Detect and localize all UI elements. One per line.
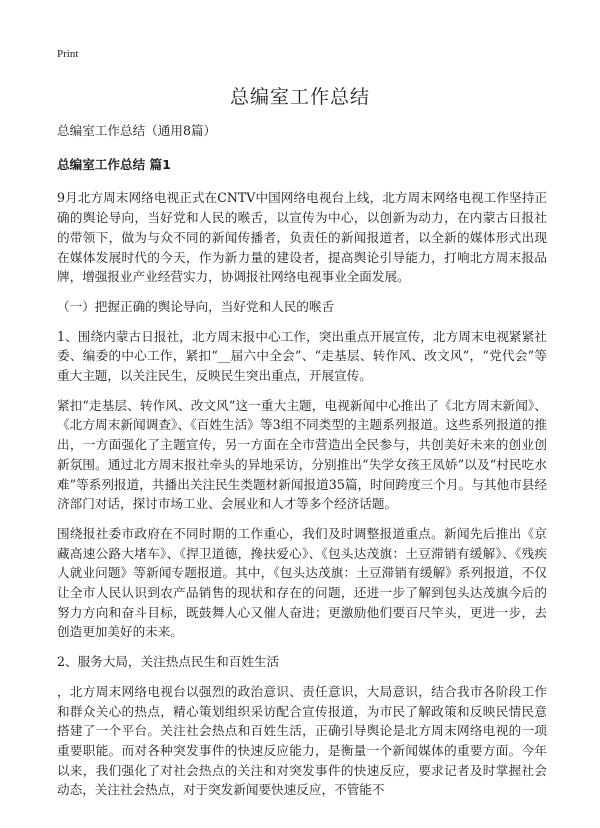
paragraph-3: 围绕报社委市政府在不同时期的工作重心，我们及时调整报道重点。新闻先后推出《京藏高速公路大堵车》、《捍卫道德，搀扶爱心》、《包头达茂旗：土豆滞销有缓解》、《残疾人就业问题》等新闻专题报道。其中，《包头达茂旗：土豆滞销有缓解》系列报道，不仅让全市人民认识到农产品销售的现状和存在的问题，还进一步了解到包头达茂旗今后的努力方向和奋斗目标，既鼓舞人心又催人奋进；更激励他们要百尺竿头，更进一步，去创造更加美好的未来。: [57, 525, 547, 640]
document-title: 总编室工作总结: [229, 86, 370, 108]
paragraph-1: 1、围绕内蒙古日报社，北方周末报中心工作，突出重点开展宣传，北方周末电视紧紧社委、编委的中心工作，紧扣“__届六中全会”、“走基层、转作风、改文风”，“党代会”等重大主题，以关注民生，反映民生突出重点，开展宣传。: [57, 328, 547, 384]
paragraph-intro: 9月北方周末网络电视正式在CNTV中国网络电视台上线，北方周末网络电视工作坚持正确的舆论导向，当好党和人民的喉舌，以宣传为中心，以创新为动力，在内蒙古日报社的带领下，做为与众不同的新闻传播者，负责任的新闻报道者，以全新的媒体形式出现在媒体发展时代的今天，作为新力量的建设者，提高舆论引导能力，打响北方周末报品牌，增强报业产业经营实力，协调报社网络电视事业全面发展。: [57, 190, 547, 285]
paragraph-4: ，北方周末网络电视台以强烈的政治意识、责任意识，大局意识，结合我市各阶段工作和群众关心的热点，精心策划组织采访配合宣传报道，为市民了解政策和反映民情民意搭建了一个平台。关注社会热点和百姓生活，正确引导舆论是北方周末网络电视的一项重要职能。而对各种突发事件的快速反应能力，是衡量一个新闻媒体的重要方面。今年以来，我们强化了对社会热点的关注和对突发事件的快速反应，要求记者及时掌握社会动态，关注社会热点，对于突发新闻要快速反应，不管能不: [57, 683, 547, 798]
subsection-heading-1: （一）把握正确的舆论导向，当好党和人民的喉舌: [57, 298, 335, 314]
section-heading: 总编室工作总结 篇1: [57, 156, 171, 172]
subsection-heading-2: 2、服务大局，关注热点民生和百姓生活: [57, 654, 280, 670]
document-body: [57, 121, 547, 810]
paragraph-2: 紧扣“走基层、转作风、改文风”这一重大主题，电视新闻中心推出了《北方周末新闻》、《北方周末新闻调查》、《百姓生活》等3组不同类型的主题系列报道。这些系列报道的推出，一方面强化了主题宣传，另一方面在全市营造出全民参与，共创美好未来的创业创新氛围。通过北方周末报社牵头的异地采访，分别推出“失学女孩王凤娇”以及“村民吃水难”等系列报道，共播出关注民生类题材新闻报道35篇，时间跨度三个月。与其他市县经济部门对话，探讨市场工业、会展业和人才等多个经济话题。: [57, 397, 547, 512]
document-subtitle: 总编室工作总结（通用8篇）: [57, 123, 217, 138]
print-link[interactable]: Print: [57, 48, 79, 60]
